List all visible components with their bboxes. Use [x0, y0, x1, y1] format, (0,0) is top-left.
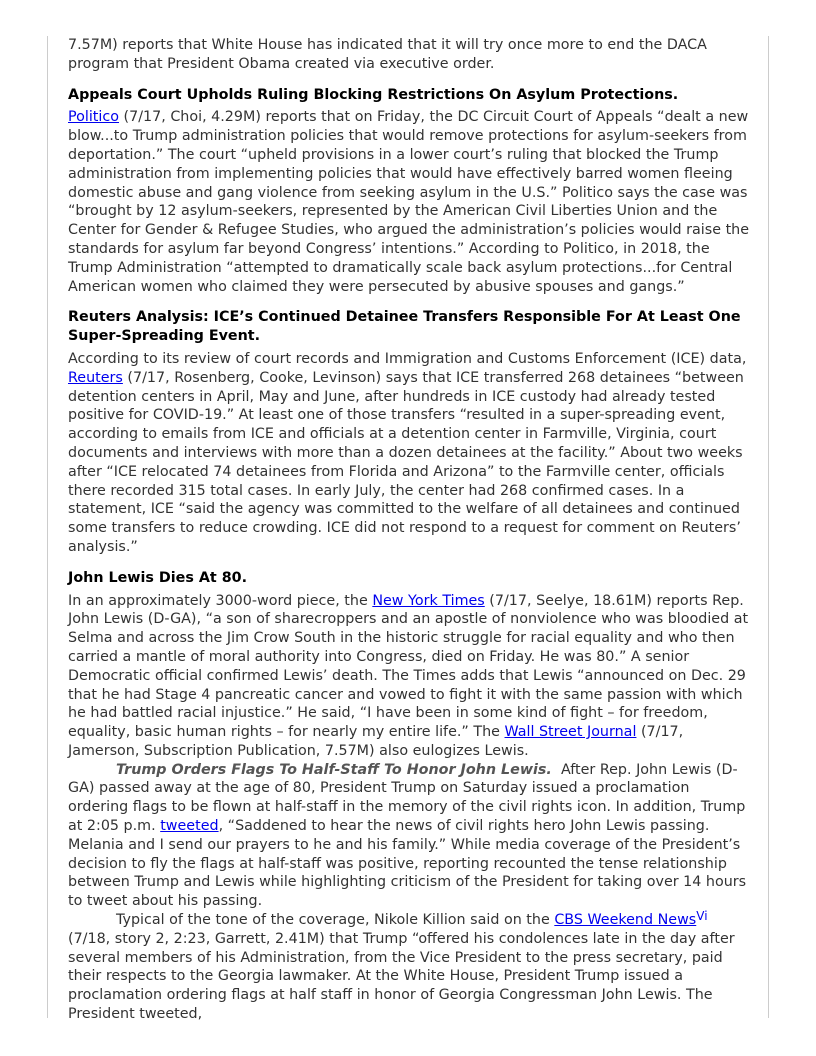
article-text: (7/17, Choi, 4.29M) reports that on Friday, the DC Circuit Court of Appeals “dealt a new blow...to Trump administration policies that would remove protections for asylum-seekers from deportation.” The court “upheld provisions in a lower court’s ruling that blocked the Trump administration from implementing policies that would have effectively barred women fleeing domestic abuse and gang violence from seeking asylum in the U.S.” Politico says the case was “brought by 12 asylum-seekers, represented by the American Civil Liberties Union and the Center for Gender & Refugee Studies, who argued the administration’s policies would raise the standards for asylum far beyond Congress’ intentions.” According to Politico, in 2018, the Trump Administration “attempted to dramatically scale back asylum protections...for Central American women who claimed they were persecuted by abusive spouses and gangs.” [68, 109, 750, 295]
article-text: (7/17, Seelye, 18.61M) reports Rep. John Lewis (D-GA), “a son of sharecroppers and an apostle of nonviolence who was bloodied at Selma and across the Jim Crow South in the historic struggle for racial equality and who then carried a mantle of moral authority into Congress, died on Friday. He was 80.” A senior Democratic official confirmed Lewis’ death. The Times adds that Lewis “announced on Dec. 29 that he had Stage 4 pancreatic cancer and vowed to fight it with the same passion with which he had battled racial injustice.” He said, “I have been in some kind of fight – for freedom, equality, basic human rights – for nearly my entire life.” The [68, 592, 749, 741]
article-text: Typical of the tone of the coverage, Nikole Killion said on the [116, 912, 555, 929]
nyt-link[interactable]: New York Times [372, 592, 485, 609]
reuters-link[interactable]: Reuters [68, 369, 123, 386]
video-marker[interactable]: Vi [696, 909, 708, 924]
flags-paragraph [68, 761, 752, 911]
document-body [68, 36, 752, 1024]
flags-subhead: Trump Orders Flags To Half-Staff To Honor John Lewis. [116, 761, 552, 778]
article-text: According to its review of court records and Immigration and Customs Enforcement (ICE) data, [68, 350, 747, 367]
article-heading: Reuters Analysis: ICE’s Continued Detainee Transfers Responsible For At Least One Super-Spreading Event. [68, 309, 741, 345]
article-heading: John Lewis Dies At 80. [68, 569, 248, 586]
article-paragraph [68, 350, 752, 557]
politico-link[interactable]: Politico [68, 109, 119, 126]
coverage-paragraph [68, 911, 752, 1024]
intro-paragraph: 7.57M) reports that White House has indicated that it will try once more to end the DACA program that President Obama created via executive order. [68, 37, 707, 72]
cbs-link[interactable]: CBS Weekend News [554, 912, 697, 929]
article-text: , “Saddened to hear the news of civil rights hero John Lewis passing. Melania and I send our prayers to he and his family.” While media coverage of the President’s decision to fly the flags at half-staff was positive, reporting recounted the tense relationship between Trump and Lewis while highlighting criticism of the President for taking over 14 hours to tweet about his passing. [68, 818, 747, 910]
article-paragraph [68, 108, 752, 296]
article-text: (7/17, Rosenberg, Cooke, Levinson) says that ICE transferred 268 detainees “between detention centers in April, May and June, after hundreds in ICE custody had already tested positive for COVID-19.” At least one of those transfers “resulted in a super-spreading event, according to emails from ICE and officials at a detention center in Farmville, Virginia, court documents and interviews with more than a dozen detainees at the facility.” About two weeks after “ICE relocated 74 detainees from Florida and Arizona” to the Farmville center, officials there recorded 315 total cases. In early July, the center had 268 confirmed cases. In a statement, ICE “said the agency was committed to the welfare of all detainees and continued some transfers to reduce crowding. ICE did not respond to a request for comment on Reuters’ analysis.” [68, 369, 744, 555]
article-text: (7/17, Jamerson, Subscription Publication, 7.57M) also eulogizes Lewis. [68, 724, 684, 759]
article-text: In an approximately 3000-word piece, the [68, 592, 373, 609]
wsj-link[interactable]: Wall Street Journal [504, 724, 637, 741]
article-paragraph [68, 592, 752, 761]
article-text: (7/18, story 2, 2:23, Garrett, 2.41M) that Trump “offered his condolences late in the day after several members of his Administration, from the Vice President to the press secretary, paid their respects to the Georgia lawmaker. At the White House, President Trump issued a proclamation ordering flags at half staff in honor of Georgia Congressman John Lewis. The President tweeted, [68, 930, 735, 1023]
tweeted-link[interactable]: tweeted [160, 818, 219, 835]
article-heading: Appeals Court Upholds Ruling Blocking Restrictions On Asylum Protections. [68, 86, 679, 103]
article-text: After Rep. John Lewis (D-GA) passed away at the age of 80, President Trump on Saturday issued a proclamation ordering flags to be flown at half-staff in the memory of the civil rights icon. In addition, Trump at 2:05 p.m. [68, 761, 750, 835]
